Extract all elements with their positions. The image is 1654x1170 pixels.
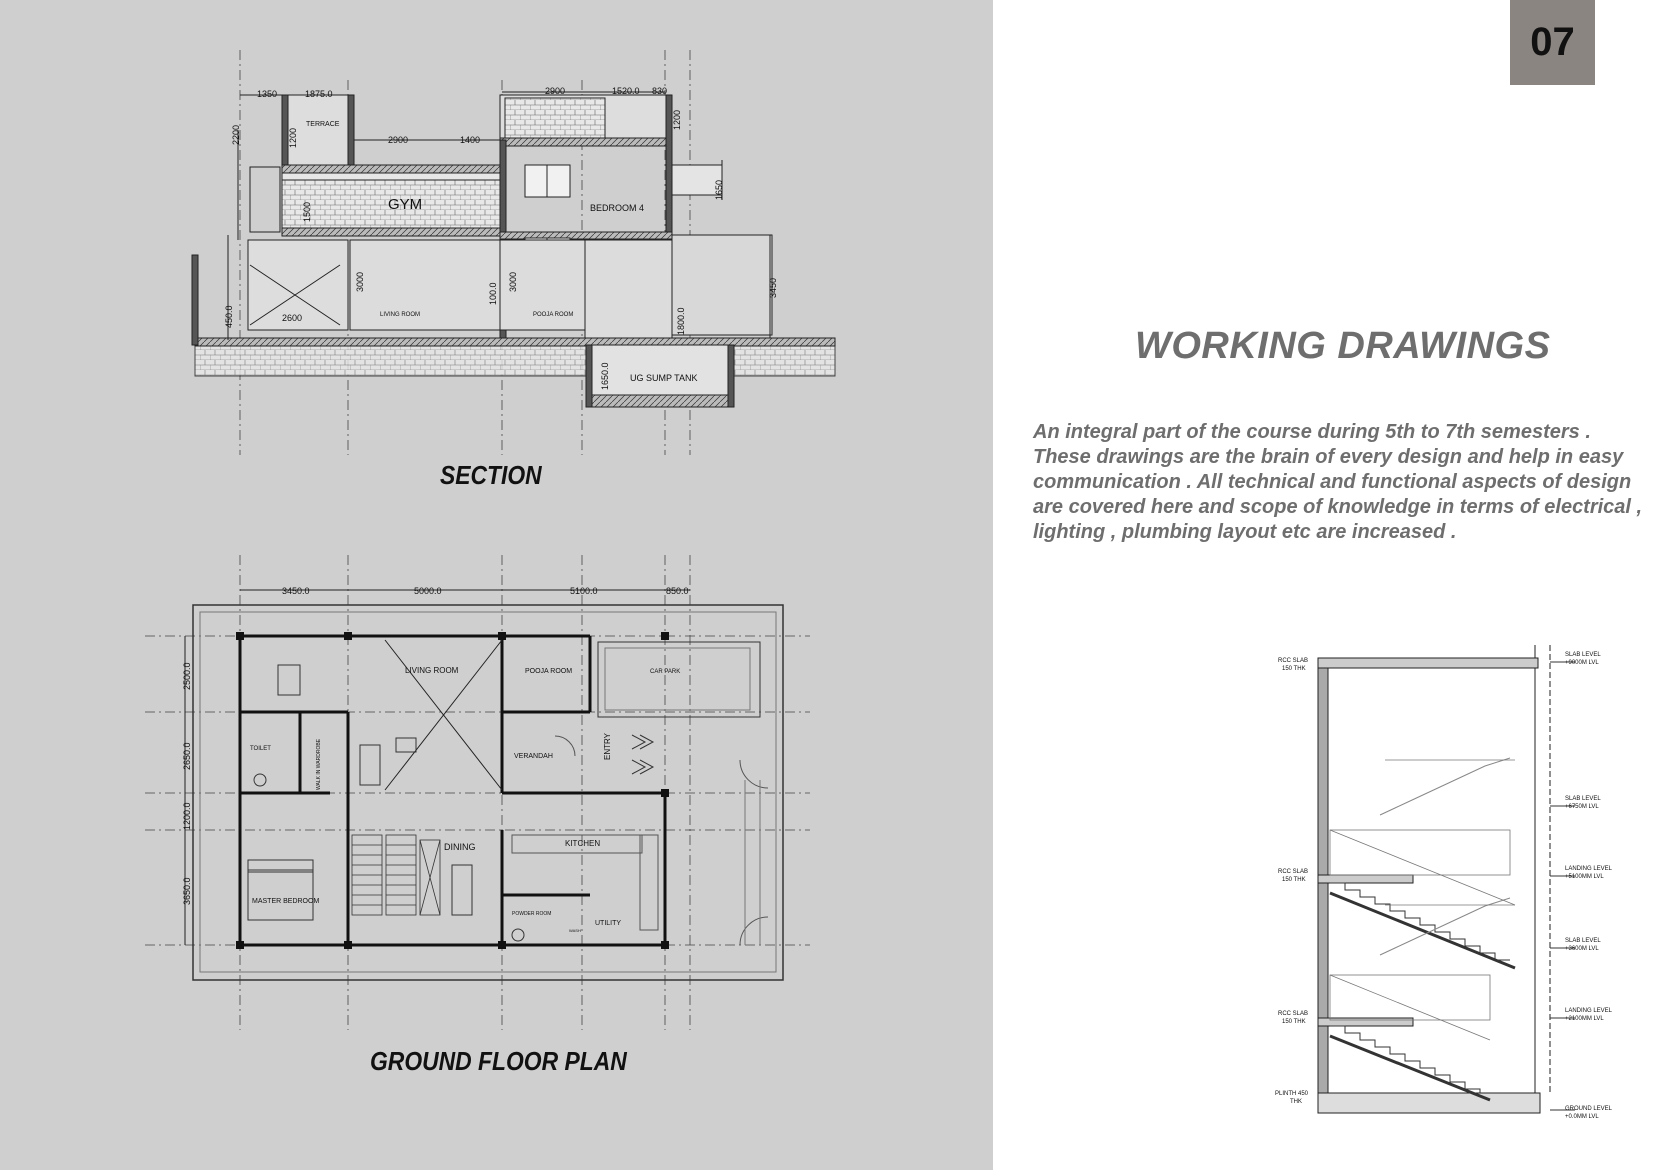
slab-3-name: RCC SLAB <box>1278 1011 1309 1017</box>
kitchen-label: KITCHEN <box>565 839 601 848</box>
level-2-name: SLAB LEVEL <box>1565 796 1601 802</box>
dim-2650: 2650.0 <box>182 742 192 770</box>
page-title: WORKING DRAWINGS <box>1135 325 1551 367</box>
stair-level-labels <box>1275 652 1613 1120</box>
dim-3000-left: 3000 <box>355 271 365 292</box>
gym-label: GYM <box>388 196 423 213</box>
verandah-label: VERANDAH <box>514 753 553 760</box>
entry-label: ENTRY <box>603 733 612 760</box>
plinth-name: PLINTH 450 <box>1275 1091 1309 1097</box>
section-caption: SECTION <box>440 460 542 490</box>
dim-3000-right: 3000 <box>508 271 518 292</box>
level-5-value: +2100MM LVL <box>1565 1016 1604 1022</box>
dim-1800: 1800.0 <box>676 307 686 335</box>
level-2-value: +6750M LVL <box>1565 804 1599 810</box>
dim-1650-sump: 1650.0 <box>600 362 610 390</box>
dim-1200-right: 1200 <box>672 109 682 130</box>
pooja-room-section-label: POOJA ROOM <box>533 312 574 318</box>
dim-1350: 1350 <box>257 89 278 99</box>
master-bedroom-label: MASTER BEDROOM <box>252 898 320 905</box>
slab-3-thk: 150 THK <box>1282 1019 1306 1025</box>
dim-450: 450.0 <box>224 305 234 328</box>
slab-2-thk: 150 THK <box>1282 877 1306 883</box>
utility-label: UTILITY <box>595 920 622 927</box>
toilet-label: TOILET <box>250 746 271 752</box>
powder-room-label: POWDER ROOM <box>512 911 552 917</box>
bedroom4-label: BEDROOM 4 <box>590 203 645 213</box>
dim-1650-right: 1650 <box>714 179 724 200</box>
dim-1875: 1875.0 <box>305 89 333 99</box>
description-text: An integral part of the course during 5th to 7th semesters . These drawings are the brain of every design and help in easy communication . All technical and functional aspects of design are covered here and scope of knowledge in terms of electrical , lighting , plumbing layout etc are increased . <box>1033 421 1643 543</box>
dim-1200-left: 1200 <box>288 127 298 148</box>
terrace-label: TERRACE <box>306 121 340 128</box>
car-park-label: CAR PARK <box>650 669 681 675</box>
plan-labels <box>182 586 689 933</box>
ground-floor-plan-caption: GROUND FLOOR PLAN <box>370 1046 627 1076</box>
dim-5100: 5100.0 <box>570 586 598 596</box>
living-room-label: LIVING ROOM <box>405 666 459 675</box>
slab-2-name: RCC SLAB <box>1278 869 1309 875</box>
level-1-value: +9000M LVL <box>1565 660 1599 666</box>
dining-label: DINING <box>444 842 476 852</box>
wash-label: WASH <box>569 928 581 933</box>
level-5-name: LANDING LEVEL <box>1565 1008 1613 1014</box>
dim-100: 100.0 <box>488 282 498 305</box>
pooja-room-label: POOJA ROOM <box>525 668 573 675</box>
page-number-badge: 07 <box>1510 0 1595 85</box>
dim-2900-mid: 2900 <box>388 135 409 145</box>
sump-tank-label: UG SUMP TANK <box>630 373 698 383</box>
level-4-value: +3600M LVL <box>1565 946 1599 952</box>
dim-2200: 2200 <box>231 124 241 145</box>
ground-floor-plan <box>145 555 810 1030</box>
level-1-name: SLAB LEVEL <box>1565 652 1601 658</box>
dim-830: 830 <box>652 86 668 96</box>
section-drawing <box>192 50 835 455</box>
dim-2500: 2500.0 <box>182 662 192 690</box>
dim-850: 850.0 <box>666 586 689 596</box>
dim-3650: 3650.0 <box>182 877 192 905</box>
level-6-value: +0.0MM LVL <box>1565 1114 1599 1120</box>
dim-2900-top: 2900 <box>545 86 566 96</box>
level-3-value: +5100MM LVL <box>1565 874 1604 880</box>
dim-3450-section: 3450 <box>768 277 778 298</box>
level-6-name: GROUND LEVEL <box>1565 1106 1613 1112</box>
living-room-section-label: LIVING ROOM <box>380 312 421 318</box>
plinth-thk: THK <box>1290 1099 1302 1105</box>
wardrobe-label: WALK IN WARDROBE <box>316 738 322 790</box>
dim-1200: 1200.0 <box>182 802 192 830</box>
slab-1-name: RCC SLAB <box>1278 658 1309 664</box>
level-4-name: SLAB LEVEL <box>1565 938 1601 944</box>
dim-5000: 5000.0 <box>414 586 442 596</box>
dim-1400: 1400 <box>460 135 481 145</box>
level-3-name: LANDING LEVEL <box>1565 866 1613 872</box>
dim-1520: 1520.0 <box>612 86 640 96</box>
slab-1-thk: 150 THK <box>1282 666 1306 672</box>
dim-3450: 3450.0 <box>282 586 310 596</box>
dim-1500: 1500 <box>302 201 312 222</box>
dim-2600: 2600 <box>282 313 303 323</box>
